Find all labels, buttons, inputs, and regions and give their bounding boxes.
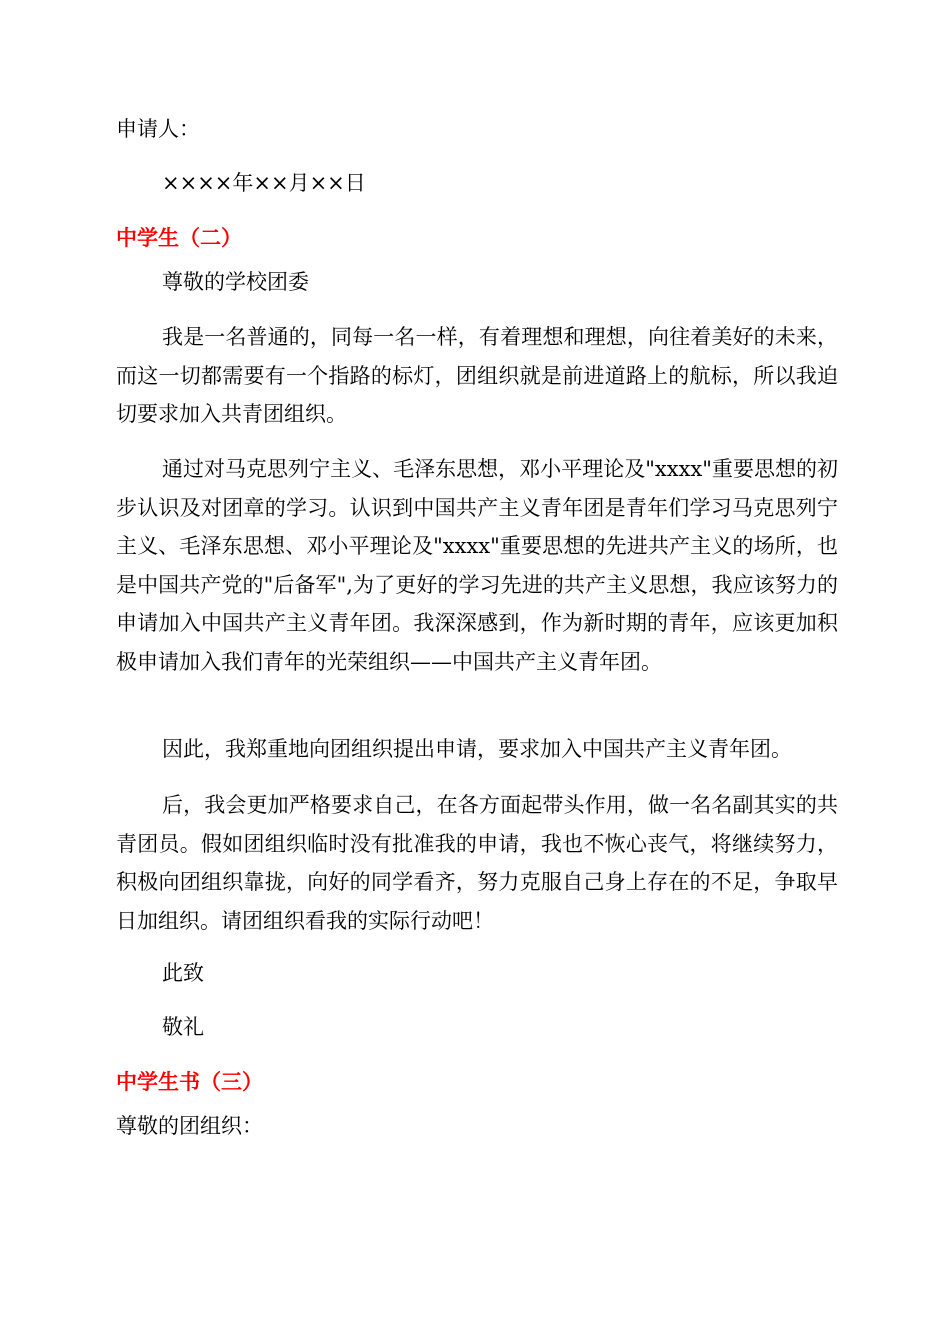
- paragraph-4: 后，我会更加严格要求自己，在各方面起带头作用，做一名名副其实的共青团员。假如团组织临时没有批准我的申请，我也不恢心丧气，将继续努力，积极向团组织靠拢，向好的同学看齐，努力克服自己身上存在的不足，争取早日加组织。请团组织看我的实际行动吧！: [116, 793, 838, 933]
- closing-cizhi: 此致: [162, 961, 204, 985]
- date-line: ××××年××月××日: [162, 171, 366, 195]
- section-heading-3: 中学生书（三）: [116, 1070, 263, 1094]
- closing-jingli: 敬礼: [162, 1015, 204, 1039]
- paragraph-1: 我是一名普通的，同每一名一样，有着理想和理想，向往着美好的未来，而这一切都需要有一个指路的标灯，团组织就是前进道路上的航标，所以我迫切要求加入共青团组织。: [116, 325, 838, 426]
- salutation-2: 尊敬的学校团委: [162, 270, 309, 294]
- applicant-label: 申请人：: [116, 117, 200, 141]
- section-heading-2: 中学生（二）: [116, 226, 242, 250]
- paragraph-2: 通过对马克思列宁主义、毛泽东思想，邓小平理论及"xxxx"重要思想的初步认识及对团章的学习。认识到中国共产主义青年团是青年们学习马克思列宁主义、毛泽东思想、邓小平理论及"xxxx"重要思想的先进共产主义的场所，也是中国共产党的"后备军",为了更好的学习先进的共产主义思想，我应该努力的申请加入中国共产主义青年团。我深深感到，作为新时期的青年，应该更加积极申请加入我们青年的光荣组织——中国共产主义青年团。: [116, 457, 838, 674]
- paragraph-3: 因此，我郑重地向团组织提出申请，要求加入中国共产主义青年团。: [162, 737, 792, 761]
- salutation-3: 尊敬的团组织：: [116, 1114, 263, 1138]
